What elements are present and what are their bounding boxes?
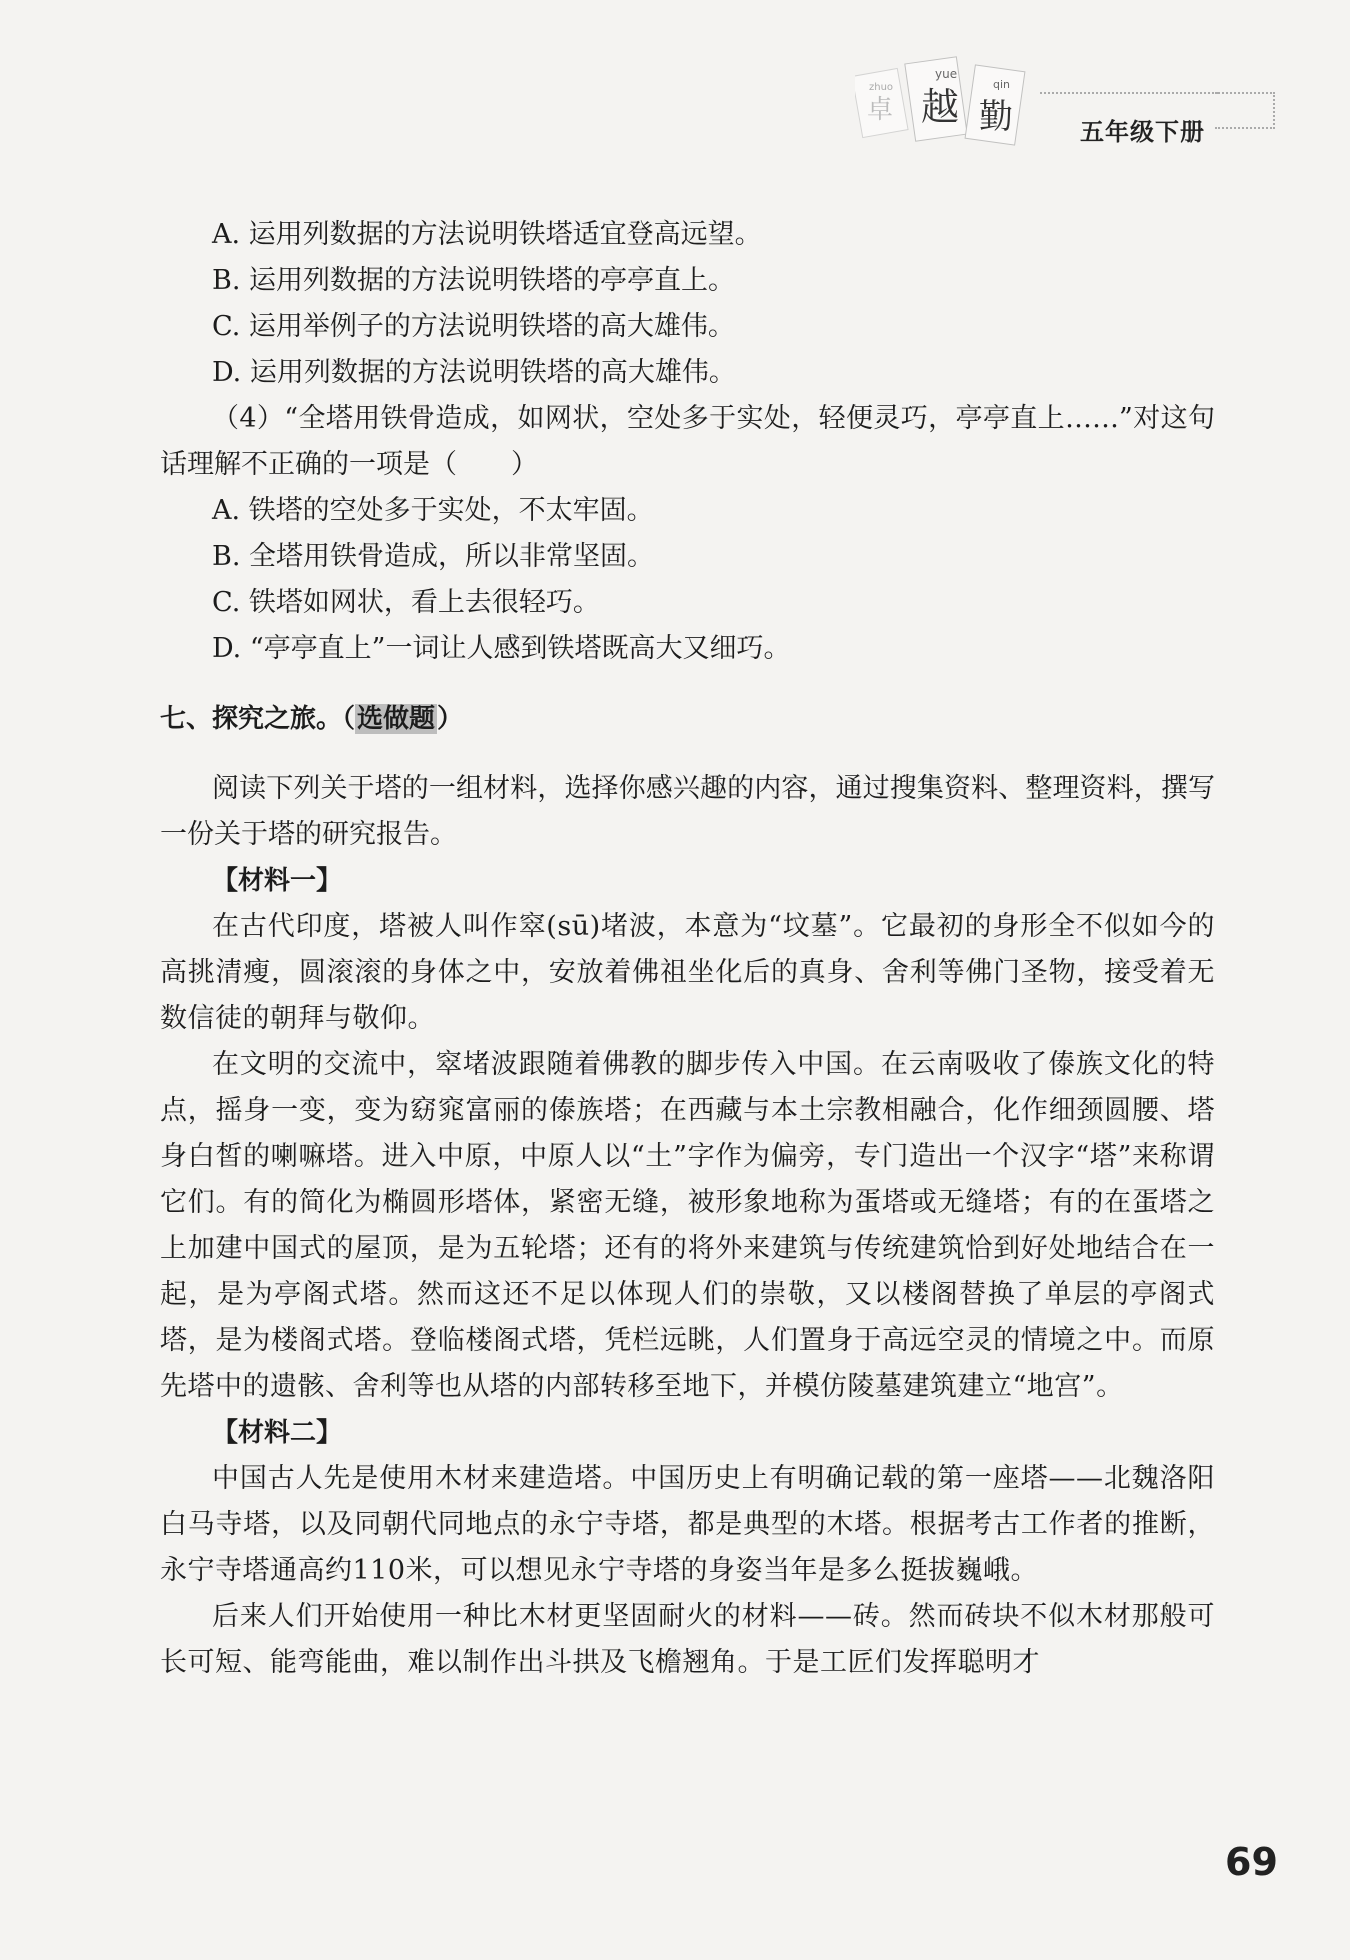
page-content <box>160 212 1215 1686</box>
option-c: C. 运用举例子的方法说明铁塔的高大雄伟。 <box>212 311 735 342</box>
material-1-title: 【材料一】 <box>212 866 343 896</box>
optional-badge: 选做题 <box>357 704 436 734</box>
logo-char-1: 卓 <box>867 95 894 125</box>
q4-options <box>160 488 1215 672</box>
grade-label: 五年级下册 <box>1080 118 1205 146</box>
logo-char-2: 越 <box>921 85 960 129</box>
page-number: 69 <box>1225 1840 1278 1884</box>
option-d: D. 运用列数据的方法说明铁塔的高大雄伟。 <box>212 357 736 388</box>
option-b: B. 运用列数据的方法说明铁塔的亭亭直上。 <box>212 265 736 296</box>
material-2-title: 【材料二】 <box>212 1418 343 1448</box>
option-c: C. 铁塔如网状，看上去很轻巧。 <box>212 587 600 618</box>
header-dotted-frame <box>1215 92 1275 129</box>
section-7-intro: 阅读下列关于塔的一组材料，选择你感兴趣的内容，通过搜集资料、整理资料，撰写一份关于塔的研究报告。 <box>160 773 1215 850</box>
option-a: A. 运用列数据的方法说明铁塔适宜登高远望。 <box>212 219 762 250</box>
option-d: D. “亭亭直上”一词让人感到铁塔既高大又细巧。 <box>212 633 791 664</box>
section-7-heading <box>160 696 1215 742</box>
material-2-paragraph: 后来人们开始使用一种比木材更坚固耐火的材料——砖。然而砖块不似木材那般可长可短、能弯能曲，难以制作出斗拱及飞檐翘角。于是工匠们发挥聪明才 <box>160 1601 1215 1678</box>
q3-options <box>160 212 1215 396</box>
section-title-end: ） <box>437 704 464 734</box>
brand-logo <box>855 50 1055 160</box>
option-a: A. 铁塔的空处多于实处，不太牢固。 <box>212 495 654 526</box>
question-4-stem: （4）“全塔用铁骨造成，如网状，空处多于实处，轻便灵巧，亭亭直上……”对这句话理解不正确的一项是（ ） <box>160 403 1215 480</box>
option-b: B. 全塔用铁骨造成，所以非常坚固。 <box>212 541 655 572</box>
logo-char-3: 勤 <box>979 97 1013 137</box>
logo-pinyin-3: qin <box>993 78 1011 91</box>
section-title: 七、探究之旅。（ <box>160 704 356 734</box>
material-2-paragraph: 中国古人先是使用木材来建造塔。中国历史上有明确记载的第一座塔——北魏洛阳白马寺塔，以及同朝代同地点的永宁寺塔，都是典型的木塔。根据考古工作者的推断，永宁寺塔通高约110米，可以想见永宁寺塔的身姿当年是多么挺拔巍峨。 <box>160 1463 1215 1586</box>
material-1-paragraph: 在文明的交流中，窣堵波跟随着佛教的脚步传入中国。在云南吸收了傣族文化的特点，摇身一变，变为窈窕富丽的傣族塔；在西藏与本土宗教相融合，化作细颈圆腰、塔身白皙的喇嘛塔。进入中原，中原人以“土”字作为偏旁，专门造出一个汉字“塔”来称谓它们。有的简化为椭圆形塔体，紧密无缝，被形象地称为蛋塔或无缝塔；有的在蛋塔之上加建中国式的屋顶，是为五轮塔；还有的将外来建筑与传统建筑恰到好处地结合在一起，是为亭阁式塔。然而这还不足以体现人们的崇敬，又以楼阁替换了单层的亭阁式塔，是为楼阁式塔。登临楼阁式塔，凭栏远眺，人们置身于高远空灵的情境之中。而原先塔中的遗骸、舍利等也从塔的内部转移至地下，并模仿陵墓建筑建立“地宫”。 <box>160 1049 1215 1402</box>
logo-pinyin-2: yue <box>935 67 958 81</box>
logo-pinyin-1: zhuo <box>869 82 894 93</box>
header-divider <box>1040 92 1218 94</box>
material-1-paragraph: 在古代印度，塔被人叫作窣(sū)堵波，本意为“坟墓”。它最初的身形全不似如今的高挑清瘦，圆滚滚的身体之中，安放着佛祖坐化后的真身、舍利等佛门圣物，接受着无数信徒的朝拜与敬仰。 <box>160 911 1215 1034</box>
